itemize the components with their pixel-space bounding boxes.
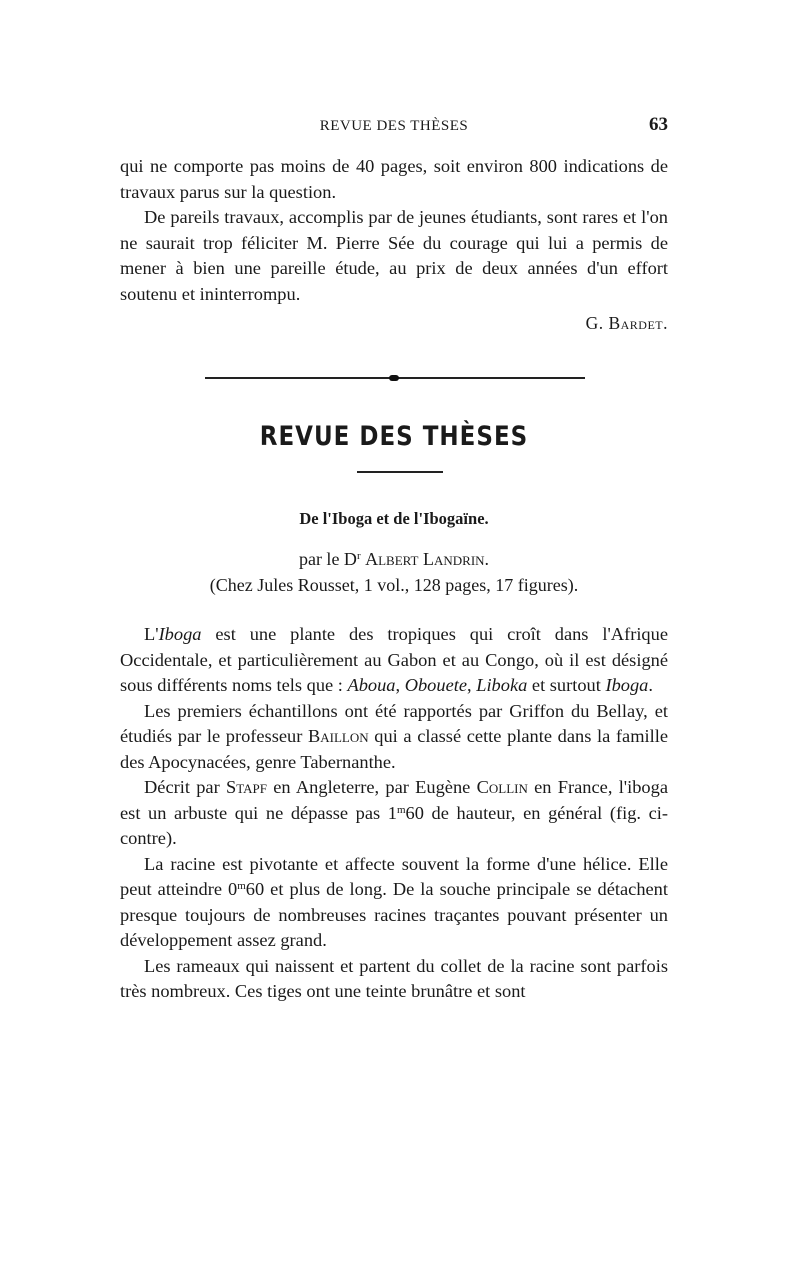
running-title: REVUE DES THÈSES [319, 118, 469, 134]
byline-sup: r [356, 550, 361, 562]
byline-prefix: par le D [298, 549, 357, 569]
intro-paragraph-1: qui ne comporte pas moins de 40 pages, soit environ 800 indications de travaux parus sur la question. [120, 156, 668, 202]
intro-text [120, 154, 668, 307]
signature-name: Bardet. [608, 313, 668, 333]
article-byline [120, 549, 668, 570]
body-text [120, 622, 668, 1005]
heading-rule [357, 471, 443, 473]
small-caps-name: Collin [476, 777, 528, 797]
author-name: Albert Landrin. [365, 549, 490, 569]
body-paragraph-5: Les rameaux qui naissent et partent du collet de la racine sont parfois très nombreux. Ces tiges ont une teinte brunâtre et sont [120, 955, 668, 1001]
page-number: 63 [649, 114, 668, 135]
italic-term: Iboga [605, 675, 649, 695]
ornamental-rule [205, 376, 585, 380]
publication-info: (Chez Jules Rousset, 1 vol., 128 pages, 17 figures). [209, 575, 579, 595]
body-paragraph-4: La racine est pivotante et affecte souvent la forme d'une hélice. Elle peut atteindre 0$^m$60 et plus de long. De la souche principale se détachent presque toujours de nombreuses racines traçantes pouvant présenter un développement assez grand. [120, 853, 668, 950]
signature [586, 313, 668, 334]
section-heading: REVUE DES THÈSES [259, 422, 529, 452]
signature-initial: G. [585, 313, 604, 333]
italic-term: Aboua [347, 675, 396, 695]
intro-paragraph-2: De pareils travaux, accomplis par de jeunes étudiants, sont rares et l'on ne saurait trop féliciter M. Pierre Sée du courage qui lui a permis de mener à bien une pareille étude, au prix de deux années d'un effort soutenu et ininterrompu. [120, 207, 668, 304]
running-header [120, 116, 668, 140]
small-caps-name: Stapf [226, 777, 267, 797]
body-paragraph-3: Décrit par Stapf en Angleterre, par Eugène Collin en France, l'iboga est un arbuste qui ne dépasse pas 1$^m$60 de hauteur, en général (fig. ci-contre). [120, 777, 668, 848]
body-paragraph-1: L'Iboga est une plante des tropiques qui croît dans l'Afrique Occidentale, et particulièrement au Gabon et au Congo, où il est désigné sous différents noms tels que : Aboua, Obouete, Liboka et surtout Iboga. [120, 624, 668, 695]
italic-term: Liboka [476, 675, 528, 695]
italic-term: Iboga [158, 624, 202, 644]
article-title: De l'Iboga et de l'Ibogaïne. [299, 509, 489, 528]
italic-term: Obouete [404, 675, 468, 695]
small-caps-name: Baillon [307, 726, 369, 746]
body-paragraph-2: Les premiers échantillons ont été rapportés par Griffon du Bellay, et étudiés par le professeur Baillon qui a classé cette plante dans la famille des Apocynacées, genre Tabernanthe. [120, 700, 668, 772]
